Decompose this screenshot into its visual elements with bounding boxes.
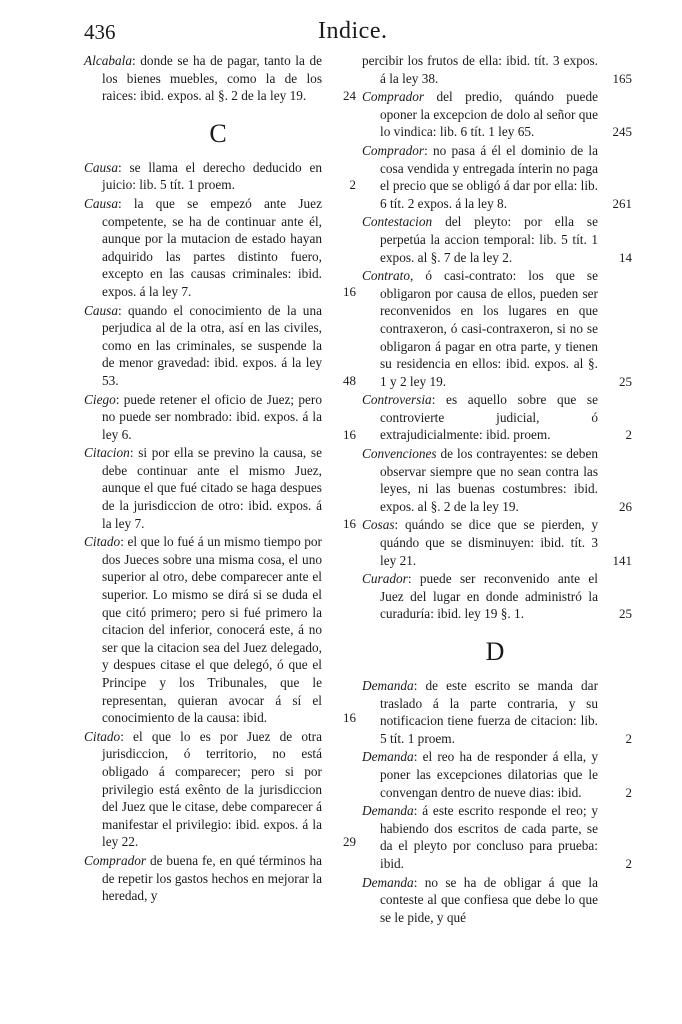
entry-body: : no pasa á él el dominio de la cosa vendida y entregada ínterin no paga el precio que se obligó á dar por ella: lib. 6 tít. 2 expos. á la ley 8. — [380, 142, 598, 211]
entry-body: del pleyto: por ella se perpetúa la accion temporal: lib. 5 tít. 1 expos. al §. 7 de la ley 2. — [380, 214, 598, 265]
entry-body: : el que lo fué á un mismo tiempo por dos Jueces sobre una misma cosa, el uno superior al otro, debe comparecer ante el superior. Lo mismo se dirá si se duda el que citó primero; pero si fué primero la citacion del inferior, conocerá este, á no ser que la citacion sea del Juez delegado, y despues citase el que delegó, ó que el Principe y los Tribunales, que le representan, quieran avocar á sí el conocimiento de la causa: ibid. — [102, 534, 322, 726]
entry-text — [362, 802, 628, 872]
entry-body: percibir los frutos de ella: ibid. tít. 3 expos. á la ley 38. — [362, 53, 598, 86]
index-entry — [362, 445, 632, 515]
entry-text — [362, 142, 628, 212]
section-letter: D — [485, 637, 505, 666]
index-entry — [84, 52, 356, 105]
index-entry — [362, 570, 632, 623]
entry-text — [362, 267, 628, 390]
entry-head: Controversia — [362, 392, 432, 408]
entry-body: : la que se empezó ante Juez competente, se ha de continuar ante él, aunque por la mutacion de estado hayan adquirido las partes distinto fuero, excepto en las causas criminales: ibid. expos. á la ley 7. — [102, 195, 322, 299]
index-entry — [84, 444, 356, 532]
page-reference: 29 — [343, 834, 356, 850]
index-entry — [84, 195, 356, 301]
index-entry — [362, 748, 632, 801]
entry-body: : quándo se dice que se pierden, y quándo que se disminuyen: ibid. tít. 3 ley 21. — [380, 517, 598, 568]
entry-body: : de este escrito se manda dar traslado á la parte contraria, y su notificacion tiene fuerza de citacion: lib. 5 tít. 1 proem. — [380, 678, 598, 746]
entry-body: : si por ella se previno la causa, se debe continuar ante el mismo Juez, aunque el que fué citado se haga despues de la jurisdiccion de otro: ibid. expos. á la ley 7. — [102, 445, 322, 531]
entry-head: Curador — [362, 571, 408, 587]
entry-text — [84, 52, 352, 105]
entry-body: del predio, quándo puede oponer la excepcion de dolo al señor que lo vindica: lib. 6 tít. 1 ley 65. — [380, 89, 598, 140]
entry-text — [84, 391, 352, 444]
page-reference: 48 — [343, 372, 356, 388]
index-entry — [362, 52, 632, 87]
entry-text — [84, 533, 352, 727]
entry-text — [362, 391, 628, 444]
page-reference: 16 — [343, 515, 356, 531]
page-reference: 165 — [612, 70, 632, 86]
entry-head: Citado — [84, 534, 121, 550]
entry-head: Demanda — [362, 874, 414, 890]
entry-body: : es aquello sobre que se controvierte judicial, ó extrajudicialmente: ibid. proem. — [380, 392, 598, 443]
page-header — [0, 18, 682, 48]
entry-head: Comprador — [362, 142, 425, 158]
entry-text — [84, 852, 352, 905]
section-letter: C — [209, 118, 227, 148]
entry-body: : quando el conocimiento de la una perjudica al de la otra, así en las civiles, como en las criminales, se suspende la de menor gravedad: ibid. expos. á la ley 53. — [102, 302, 322, 388]
entry-text — [362, 52, 628, 87]
left-column — [84, 52, 356, 905]
index-entry — [362, 677, 632, 747]
page-title: Indice. — [318, 18, 388, 44]
entry-text — [84, 159, 352, 194]
page-reference: 14 — [619, 249, 632, 265]
entry-body: : puede ser reconvenido ante el Juez del lugar en donde administró la curaduría: ibid. ley 19 §. 1. — [380, 571, 598, 622]
index-entry — [84, 302, 356, 390]
entry-head: Ciego — [84, 391, 116, 407]
index-entry — [362, 267, 632, 390]
page-reference: 16 — [343, 283, 356, 299]
entry-body: : donde se ha de pagar, tanto la de los bienes muebles, como la de los raices: ibid. expos. al §. 2 de la ley 19. — [102, 53, 322, 104]
entry-body: : el que lo es por Juez de otra jurisdiccion, ó territorio, no está obligado á comparecer; pero si por privilegio está exênto de la jurisdiccion del Juez que le citase, debe comparecer á manifestar el privilegio: ibid. expos. á la ley 22. — [102, 728, 322, 850]
entry-text — [362, 677, 628, 747]
entry-text — [362, 874, 628, 927]
page-reference: 2 — [349, 177, 356, 193]
entry-head: Comprador — [84, 852, 147, 868]
entry-head: Contestacion — [362, 214, 433, 230]
page-reference: 245 — [612, 124, 632, 140]
entry-text — [362, 516, 628, 569]
entry-body: de buena fe, en qué términos ha de repetir los gastos hechos en mejorar la heredad, y — [102, 852, 322, 904]
entry-text — [362, 570, 628, 623]
entry-head: Causa — [84, 302, 118, 318]
entry-head: Cosas — [362, 517, 395, 533]
entry-text — [84, 195, 352, 301]
page-reference: 2 — [625, 730, 632, 746]
entry-text — [84, 728, 352, 851]
entry-head: Demanda — [362, 803, 414, 819]
index-entry — [362, 391, 632, 444]
index-entry — [362, 213, 632, 266]
entry-text — [362, 88, 628, 141]
right-column — [362, 52, 632, 926]
index-entry — [84, 159, 356, 194]
page-number: 436 — [84, 20, 116, 44]
page-reference: 16 — [343, 426, 356, 442]
index-entry — [362, 142, 632, 212]
entry-body: : á este escrito responde el reo; y habiendo dos escritos de cada parte, se da el pleyto por concluso para prueba: ibid. — [380, 803, 598, 871]
page-reference: 141 — [612, 552, 632, 568]
index-entry — [84, 391, 356, 444]
entry-body: de los contrayentes: se deben observar siempre que no sean contra las leyes, ni las buenas costumbres: ibid. expos. al §. 2 de la ley 19. — [380, 446, 598, 514]
entry-head: Citacion — [84, 445, 130, 461]
entry-body: : se llama el derecho deducido en juicio: lib. 5 tít. 1 proem. — [102, 159, 322, 193]
entry-text — [362, 213, 628, 266]
index-entry — [84, 728, 356, 851]
entry-text — [84, 444, 352, 532]
page-reference: 2 — [625, 427, 632, 443]
index-entry — [362, 874, 628, 927]
page-reference: 25 — [619, 606, 632, 622]
entry-head: Causa — [84, 159, 118, 175]
entry-text — [362, 445, 628, 515]
entry-head: Comprador — [362, 89, 425, 105]
page-reference: 2 — [625, 855, 632, 871]
page-reference: 25 — [619, 373, 632, 389]
entry-head: Convenciones — [362, 446, 437, 462]
page-reference: 26 — [619, 498, 632, 514]
entry-head: Demanda — [362, 749, 414, 765]
entry-text — [362, 748, 628, 801]
entry-head: Contrato — [362, 268, 411, 284]
entry-body: , ó casi-contrato: los que se obligaron por causa de ellos, pueden ser reconvenidos en los lugares en que contraxeron, ó casi-contraxeron, si no se obligaron á pagar en otra parte, y tienen su residencia en ellos: ibid. expos. al §. 1 y 2 ley 19. — [380, 268, 598, 389]
index-entry — [84, 533, 356, 727]
page-reference: 261 — [612, 195, 632, 211]
index-entry — [362, 516, 632, 569]
entry-text — [84, 302, 352, 390]
entry-body: : puede retener el oficio de Juez; pero no puede ser nombrado: ibid. expos. á la ley 6. — [102, 391, 322, 442]
page-reference: 2 — [625, 784, 632, 800]
index-entry — [362, 802, 632, 872]
entry-head: Demanda — [362, 678, 414, 693]
entry-body: : no se ha de obligar á que la conteste al que confiesa que debe lo que se le pide, y qué — [380, 874, 598, 925]
entry-head: Alcabala — [84, 53, 133, 68]
entry-head: Causa — [84, 195, 118, 211]
page-reference: 24 — [343, 88, 356, 104]
index-entry — [362, 88, 632, 141]
entry-head: Citado — [84, 728, 121, 744]
index-entry — [84, 852, 352, 905]
entry-body: : el reo ha de responder á ella, y poner las excepciones dilatorias que le convengan dentro de nueve dias: ibid. — [380, 749, 598, 800]
page-reference: 16 — [343, 710, 356, 726]
